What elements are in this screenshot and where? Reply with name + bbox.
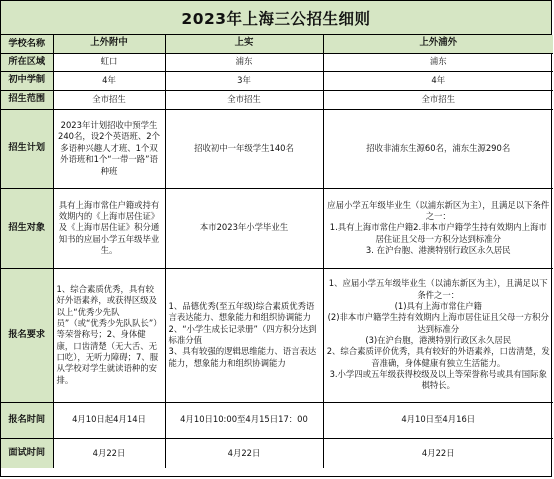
school2-system: 3年: [165, 71, 323, 90]
school1-plan: 2023年计划招收中预学生240名，设2个英语班、2个多语种兴趣人才班、1个双外语班和1个“一带一路”语种班: [53, 109, 165, 188]
school2-plan: 招收初中一年级学生140名: [165, 109, 323, 188]
school2-req-line-3: 3、具有较强的逻辑思维能力、语言表达能力，想象能力和组织协调能力: [168, 346, 317, 368]
school3-req-line-3: (2)非本市户籍学生持有效期内上海市居住证且父母一方积分达到标准分: [327, 312, 549, 334]
school2-interview-time: 4月22日: [165, 438, 323, 468]
table-row-plan: [1, 109, 553, 188]
school3-target-line-2: 1.具有上海市常住户籍2.非本市户籍学生持有效期内上海市居住证且父母一方积分达到标准分: [329, 222, 547, 244]
school2-req-line-1: 1、品德优秀(至五年级)综合素质优秀语言表达能力、想象能力和组织协调能力: [168, 300, 315, 323]
school3-signup-time: 4月10日至4月16日: [323, 402, 553, 438]
school2-signup-time: 4月10日10:00至4月15日17：00: [165, 402, 323, 438]
school2-scope: 全市招生: [165, 90, 323, 109]
school1-target: 具有上海市常住户籍或持有效期内的《上海市居住证》及《上海市居住证》积分通知书的应届小学五年级毕业生。: [53, 188, 165, 268]
page-title: 2023年上海三公招生细则: [1, 1, 551, 35]
target-label: 招生对象: [1, 188, 53, 268]
school1-scope: 全市招生: [53, 90, 165, 109]
school3-req-line-1: 1、应届小学五年级毕业生（以浦东新区为主），且满足以下条件之一：: [328, 278, 548, 300]
school1-interview-time: 4月22日: [53, 438, 165, 468]
table-row-district: [1, 53, 553, 71]
school3-req-line-5: 2、综合素质评价优秀，具有较好的外语素养，口齿清楚，发音准确，身体健康有独立生活能力。: [326, 346, 550, 368]
table-row-scope: [1, 90, 553, 109]
school2-requirements: [165, 268, 323, 402]
signup-time-label: 报名时间: [1, 402, 53, 438]
school3-name: 上外浦外: [323, 35, 553, 53]
school1-requirements: 1、综合素质优秀，具有较好外语素养，或获得区级及以上“优秀少先队员”（或“优秀少先队队长”）等荣誉称号；2、身体健康，口齿清楚（无大舌、无口吃），无听力障碍；7、服从学校对学生就读语种的安排。: [53, 268, 165, 402]
school3-req-line-2: (1)具有上海市常住户籍: [394, 300, 482, 311]
table-row-requirements: [1, 268, 553, 402]
school3-target-line-3: 3. 在沪台胞、港澳特别行政区永久居民: [365, 245, 511, 256]
school3-interview-time: 4月22日: [323, 438, 553, 468]
school3-system: 4年: [323, 71, 553, 90]
school2-name: 上实: [165, 35, 323, 53]
school3-plan: 招收非浦东生源60名，浦东生源290名: [323, 109, 553, 188]
school2-target: 本市2023年小学毕业生: [165, 188, 323, 268]
school3-target-line-1: 应届小学五年级毕业生（以浦东新区为主），且满足以下条件之一：: [327, 199, 550, 221]
school3-req-line-4: (3)在沪台胞，港澳特别行政区永久居民: [365, 335, 512, 345]
scope-label: 招生范围: [1, 90, 53, 109]
interview-time-label: 面试时间: [1, 438, 53, 468]
school3-district: 浦东: [323, 53, 553, 71]
table-row-interview-time: [1, 438, 553, 468]
district-label: 所在区域: [1, 53, 53, 71]
plan-label: 招生计划: [1, 109, 53, 188]
school3-scope: 全市招生: [323, 90, 553, 109]
school1-name: 上外附中: [53, 35, 165, 53]
school1-signup-time: 4月10日起4月14日: [53, 402, 165, 438]
school1-system: 4年: [53, 71, 165, 90]
table-row-system: [1, 71, 553, 90]
school3-requirements: [323, 268, 553, 402]
school1-district: 虹口: [53, 53, 165, 71]
table-row-target: [1, 188, 553, 268]
school3-target: [323, 188, 553, 268]
school2-req-line-2: 2、“小学生成长记录册”（四方积分达到标准分值: [168, 323, 317, 345]
table-row-header: [1, 35, 553, 53]
requirements-label: 报名要求: [1, 268, 53, 402]
school-name-label: 学校名称: [1, 35, 53, 53]
system-label: 初中学制: [1, 71, 53, 90]
school3-req-line-6: 3.小学四或五年级获得校级及以上等荣誉称号或具有国际象棋特长。: [329, 369, 547, 391]
school2-district: 浦东: [165, 53, 323, 71]
table-row-signup-time: [1, 402, 553, 438]
admission-details-table: [1, 35, 553, 468]
